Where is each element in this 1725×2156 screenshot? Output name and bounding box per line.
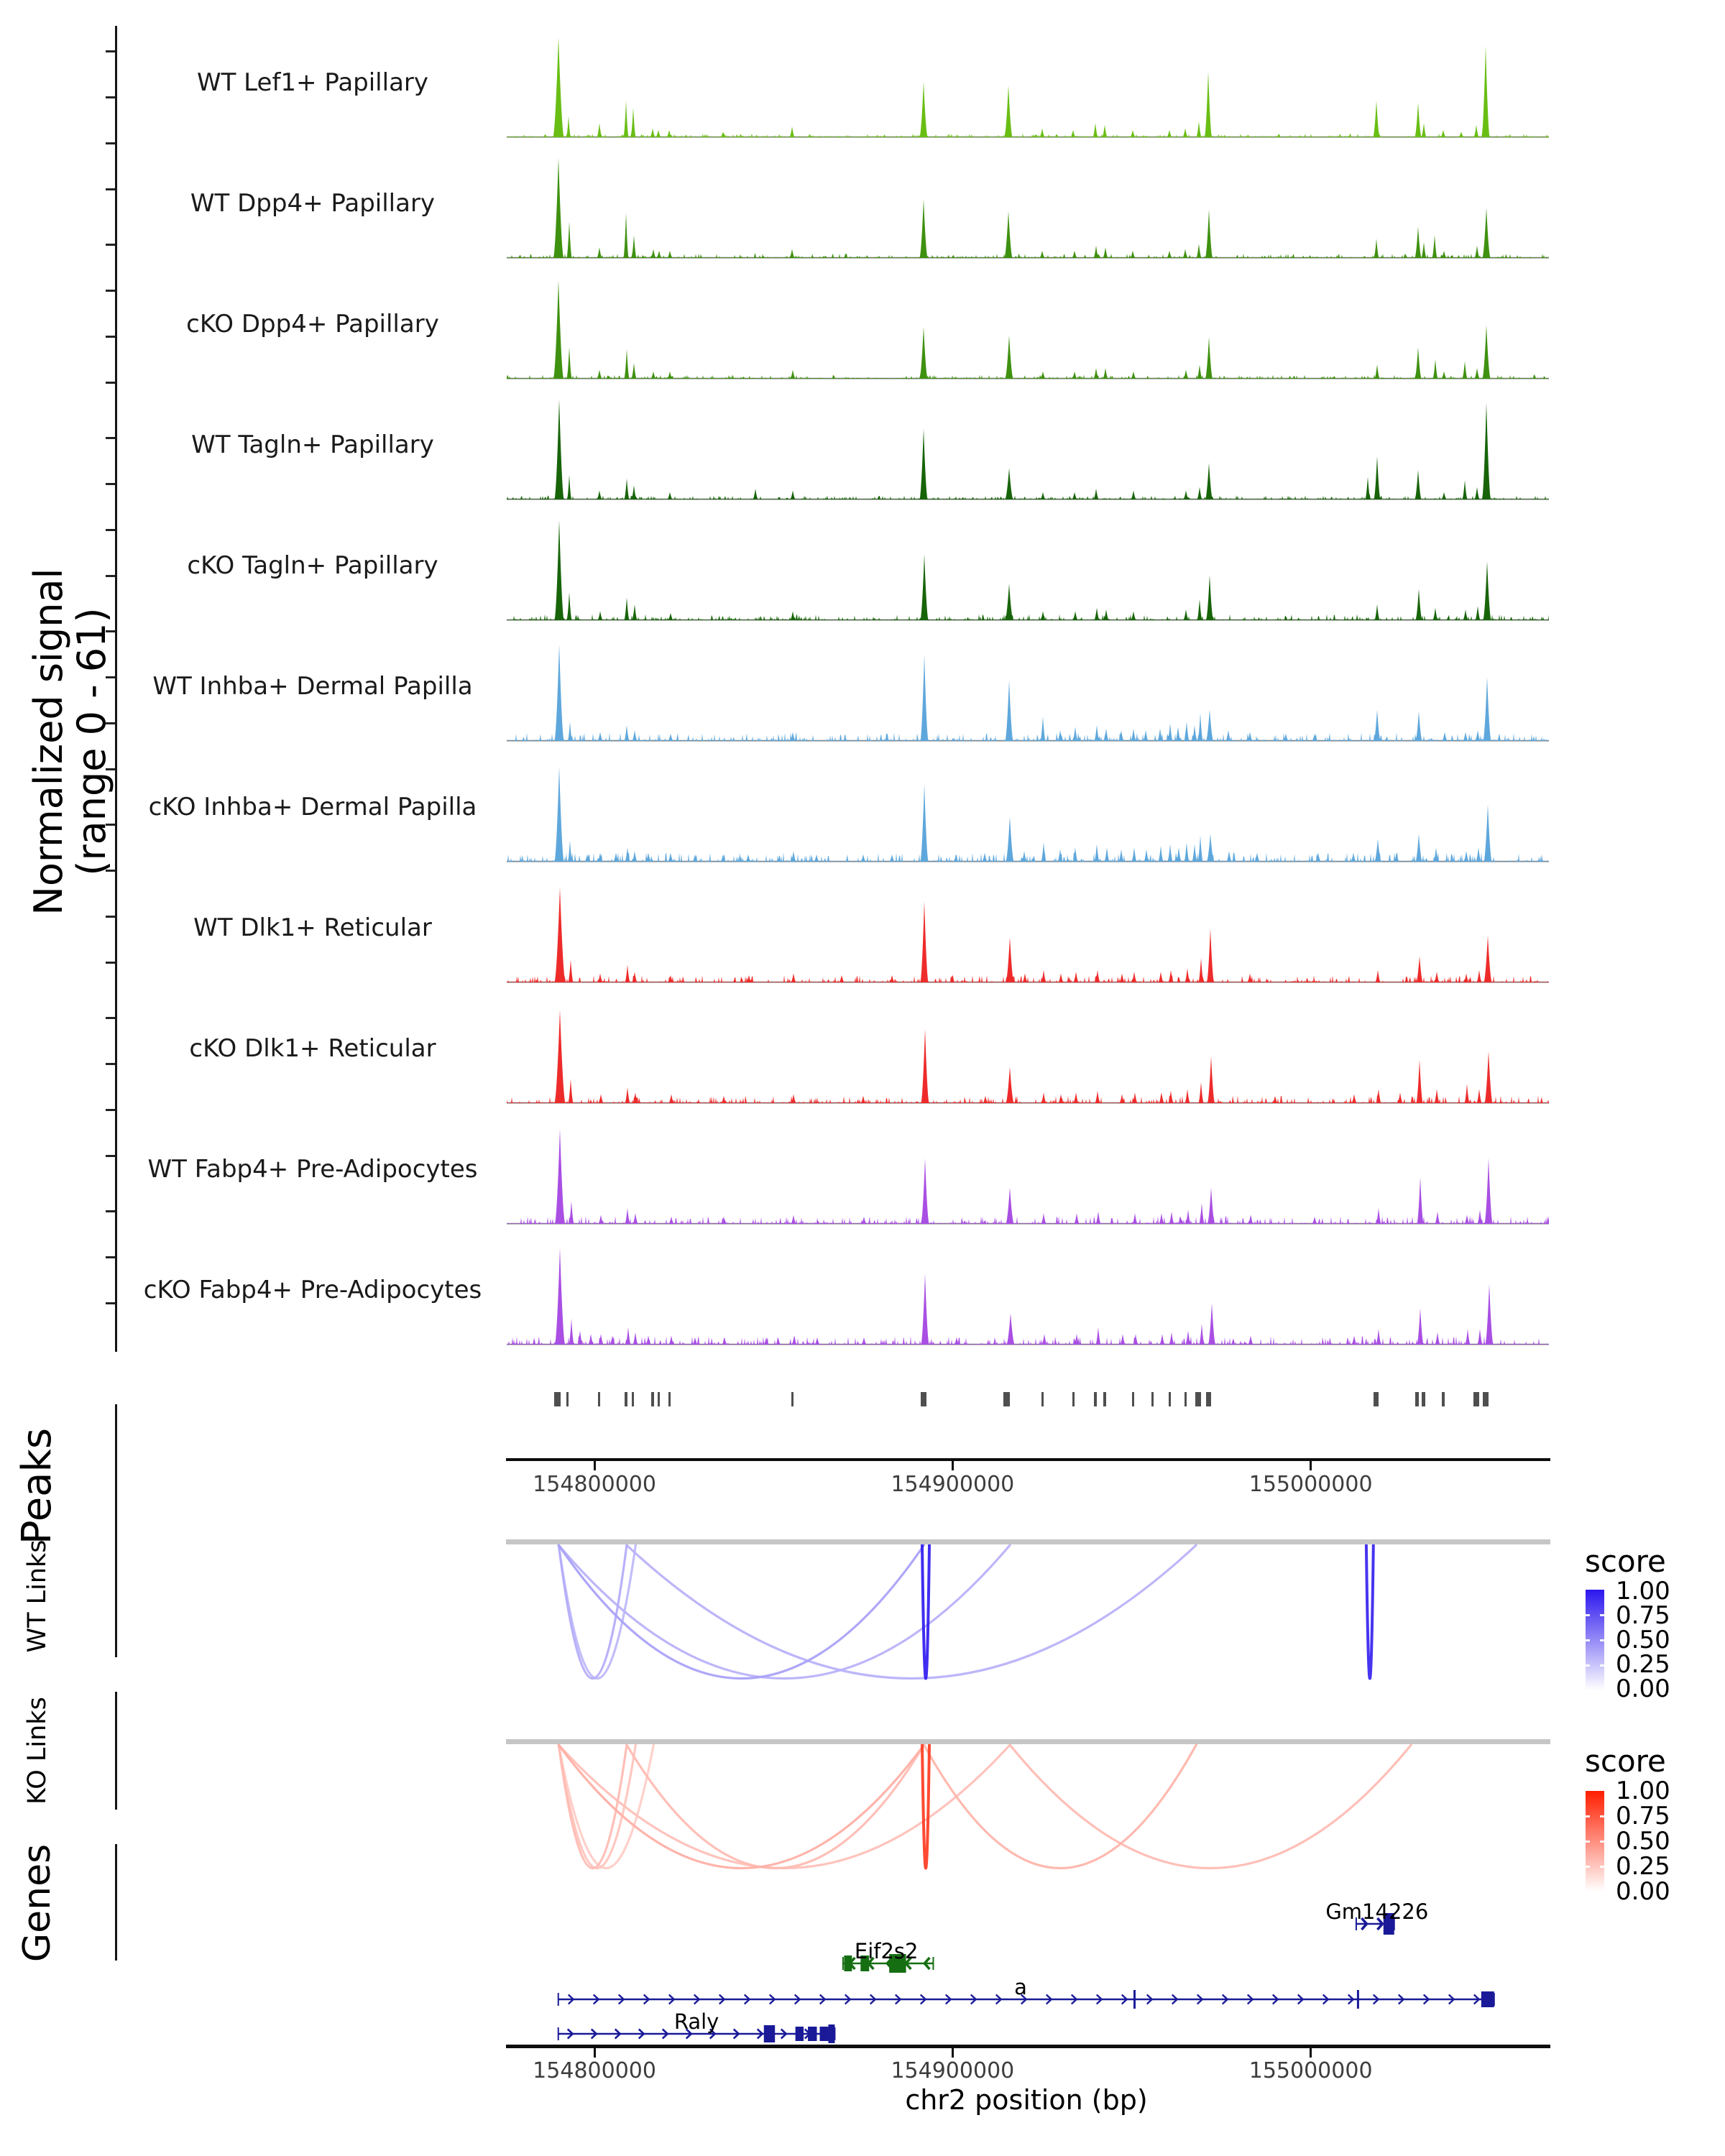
genome-axis-tick <box>594 2048 596 2058</box>
legend-bar-tick <box>1586 1614 1590 1616</box>
y-axis-tick <box>106 244 115 246</box>
track-label: cKO Tagln+ Papillary <box>187 551 438 580</box>
y-axis-tick <box>106 1256 115 1258</box>
peak-mark <box>658 1392 660 1406</box>
y-axis-tick <box>106 290 115 292</box>
legend-tick-label: 0.75 <box>1616 1601 1670 1630</box>
ko-links-baseline-bar <box>506 1739 1550 1744</box>
wt-legend-title: score <box>1585 1544 1666 1579</box>
wt-score-gradient-bar <box>1586 1590 1604 1690</box>
ko-links-arcs-plot <box>507 1744 1549 1892</box>
coverage-track-plot <box>507 29 1549 138</box>
peak-mark <box>554 1392 561 1406</box>
genome-axis-tick <box>594 1461 596 1470</box>
peak-mark <box>1132 1392 1134 1406</box>
genome-axis-tick <box>952 1461 954 1470</box>
peak-mark <box>668 1392 671 1406</box>
wt-links-axis-line <box>115 1535 117 1657</box>
coverage-track-plot <box>507 632 1549 742</box>
track-label: WT Fabp4+ Pre-Adipocytes <box>147 1155 478 1184</box>
peak-mark <box>1151 1392 1154 1406</box>
coverage-track-plot <box>507 149 1549 259</box>
ko-links-axis-line <box>115 1692 117 1810</box>
gene-name-label: Raly <box>673 2009 719 2034</box>
peaks-panel-label: Peaks <box>14 1427 60 1545</box>
peak-mark <box>1415 1392 1419 1406</box>
coverage-track-plot <box>507 270 1549 379</box>
peak-mark <box>1072 1392 1075 1406</box>
wt-links-arcs-plot <box>507 1544 1549 1688</box>
legend-bar-tick <box>1586 1664 1590 1667</box>
peak-mark <box>1473 1392 1479 1406</box>
y-axis-label-line1: Normalized signal <box>26 568 71 916</box>
peak-mark <box>1094 1392 1097 1406</box>
legend-bar-tick <box>1600 1639 1604 1641</box>
legend-tick-label: 0.00 <box>1616 1877 1670 1906</box>
legend-tick-label: 0.50 <box>1616 1626 1670 1654</box>
legend-bar-tick <box>1586 1815 1590 1818</box>
y-axis-tick <box>106 50 115 52</box>
legend-tick-label: 0.25 <box>1616 1650 1670 1679</box>
genome-axis-tick-label: 155000000 <box>1248 1472 1373 1497</box>
genome-axis-tick-label: 154900000 <box>891 2058 1015 2083</box>
coverage-track-plot <box>507 874 1549 983</box>
gene-name-label: a <box>1014 1975 1027 1999</box>
genome-axis-tick-label: 154900000 <box>891 1472 1015 1497</box>
genes-panel-label: Genes <box>16 1843 59 1963</box>
legend-tick-label: 0.50 <box>1616 1827 1670 1856</box>
legend-bar-tick <box>1600 1866 1604 1868</box>
ko-links-panel-label: KO Links <box>23 1697 52 1805</box>
legend-bar-tick <box>1600 1841 1604 1843</box>
gene-name-label: Eif2s2 <box>854 1939 919 1963</box>
genome-axis-tick-label: 154800000 <box>533 2058 656 2083</box>
peak-mark <box>598 1392 600 1406</box>
ko-legend-title: score <box>1585 1743 1666 1779</box>
peak-mark <box>1169 1392 1171 1406</box>
wt-links-baseline-bar <box>506 1539 1550 1544</box>
peak-mark <box>1195 1392 1201 1406</box>
genome-axis-tick <box>1310 2048 1312 2058</box>
wt-links-panel-label: WT Links <box>23 1539 52 1653</box>
legend-tick-label: 0.25 <box>1616 1852 1670 1881</box>
legend-tick-label: 0.00 <box>1616 1674 1670 1703</box>
peak-mark <box>1206 1392 1211 1406</box>
track-label: WT Lef1+ Papillary <box>196 68 429 97</box>
peak-mark <box>625 1392 627 1406</box>
genome-axis-tick-label: 154800000 <box>533 1472 656 1497</box>
legend-bar-tick <box>1586 1639 1590 1641</box>
ko-score-gradient-bar <box>1586 1791 1604 1892</box>
y-axis-tick <box>106 1210 115 1212</box>
peak-mark <box>1483 1392 1489 1406</box>
legend-bar-tick <box>1586 1866 1590 1868</box>
genes-axis-line <box>115 1844 117 1961</box>
track-label: cKO Dlk1+ Reticular <box>189 1034 436 1063</box>
peak-mark <box>791 1392 794 1406</box>
peak-mark <box>1003 1392 1009 1406</box>
track-label: cKO Inhba+ Dermal Papilla <box>148 793 477 821</box>
genome-axis-tick-label: 155000000 <box>1248 2058 1373 2083</box>
coverage-track-plot <box>507 995 1549 1104</box>
legend-bar-tick <box>1600 1815 1604 1818</box>
track-label: cKO Dpp4+ Papillary <box>186 310 439 338</box>
peak-mark <box>1374 1392 1379 1406</box>
track-label: WT Inhba+ Dermal Papilla <box>152 672 473 701</box>
signal-y-axis-label <box>27 346 116 1137</box>
coverage-track-plot <box>507 1236 1549 1345</box>
genome-axis-tick <box>1310 1461 1312 1470</box>
track-label: cKO Fabp4+ Pre-Adipocytes <box>143 1276 482 1304</box>
track-label: WT Tagln+ Papillary <box>191 430 434 459</box>
coverage-track-plot <box>507 753 1549 862</box>
y-axis-label-line2: (range 0 - 61) <box>69 607 114 876</box>
legend-bar-tick <box>1586 1841 1590 1843</box>
peak-mark <box>1041 1392 1044 1406</box>
track-label: WT Dpp4+ Papillary <box>190 189 436 218</box>
peak-mark <box>1422 1392 1425 1406</box>
genome-axis-bottom-line <box>506 2045 1550 2048</box>
legend-tick-label: 0.75 <box>1616 1802 1670 1830</box>
y-axis-tick <box>106 142 115 144</box>
genome-axis-tick <box>952 2048 954 2058</box>
peak-mark <box>1442 1392 1445 1406</box>
genome-axis-title: chr2 position (bp) <box>905 2084 1148 2116</box>
peak-mark <box>921 1392 926 1406</box>
legend-bar-tick <box>1600 1664 1604 1667</box>
coverage-track-plot <box>507 391 1549 500</box>
legend-bar-tick <box>1600 1614 1604 1616</box>
legend-tick-label: 1.00 <box>1616 1777 1670 1805</box>
coverage-track-plot <box>507 512 1549 621</box>
peak-mark <box>1103 1392 1106 1406</box>
peak-mark <box>651 1392 654 1406</box>
peak-mark <box>1184 1392 1187 1406</box>
legend-tick-label: 1.00 <box>1616 1577 1670 1606</box>
peak-mark <box>566 1392 569 1406</box>
track-label: WT Dlk1+ Reticular <box>193 913 432 942</box>
genome-axis-top-line <box>506 1458 1550 1461</box>
peak-mark <box>632 1392 634 1406</box>
gene-name-label: Gm14226 <box>1325 1899 1429 1924</box>
coverage-track-plot <box>507 1115 1549 1225</box>
